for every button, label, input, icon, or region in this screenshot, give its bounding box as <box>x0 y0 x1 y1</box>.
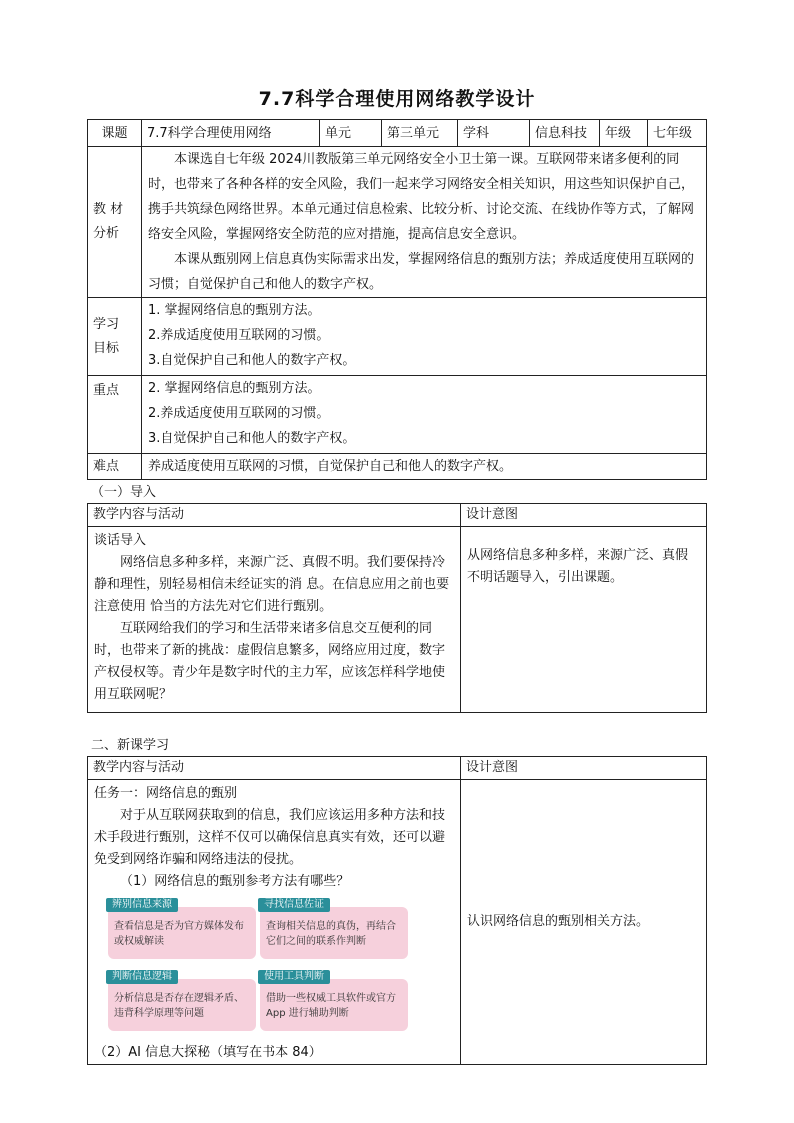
list-item: 1. 掌握网络信息的甄别方法。 <box>148 303 321 318</box>
jiaocai-para1: 本课选自七年级 2024川教版第三单元网络安全小卫士第一课。互联网带来诸多便利的同时，也带来了各种各样的安全风险，我们一起来学习网络安全相关知识，用这些知识保护自己，携手共筑绿色网络世界。本单元通过信息检索、比较分析、讨论交流、在线协作等方式，了解网络安全风险，掌握网络安全防范的应对措施，提高信息安全意识。 <box>148 152 695 242</box>
keti-value: 7.7科学合理使用网络 <box>142 120 320 147</box>
card-tools <box>260 971 408 1031</box>
list-item: 2.养成适度使用互联网的习惯。 <box>148 328 330 343</box>
zhongdian-label: 重点 <box>88 376 142 454</box>
page-title: 7.7科学合理使用网络教学设计 <box>258 88 536 110</box>
col-header-content: 教学内容与活动 <box>88 757 461 780</box>
card-tag: 寻找信息佐证 <box>258 898 330 912</box>
list-item: 3.自觉保护自己和他人的数字产权。 <box>148 353 356 368</box>
section2-label: 二、新课学习 <box>91 738 170 753</box>
intro-para1: 网络信息多种多样，来源广泛、真假不明。我们要保持冷静和理性，别轻易相信未经证实的消 息。在信息应用之前也要注意使用 恰当的方法先对它们进行甄别。 <box>94 555 450 614</box>
newlesson-table <box>87 756 707 1065</box>
jiaocai-para2: 本课从甄别网上信息真伪实际需求出发，掌握网络信息的甄别方法；养成适度使用互联网的习惯；自觉保护自己和他人的数字产权。 <box>148 252 695 292</box>
card-evidence <box>260 899 408 959</box>
jiaocai-content <box>142 147 707 298</box>
newlesson-content <box>88 780 461 1065</box>
card-text: 查询相关信息的真伪，再结合它们之间的联系作判断 <box>266 921 396 947</box>
col-header-intent: 设计意图 <box>461 757 707 780</box>
nandian-content: 养成适度使用互联网的习惯，自觉保护自己和他人的数字产权。 <box>142 454 707 480</box>
card-source <box>108 899 256 959</box>
card-tag: 辨别信息来源 <box>106 898 178 912</box>
method-cards <box>94 897 454 1042</box>
nianji-label: 年级 <box>600 120 648 147</box>
col-header-intent: 设计意图 <box>461 504 707 527</box>
jiaocai-label: 教 材 分析 <box>88 147 142 298</box>
danyuan-label: 单元 <box>320 120 382 147</box>
card-text: 借助一些权威工具软件或官方App 进行辅助判断 <box>266 993 396 1019</box>
card-tag: 判断信息逻辑 <box>106 970 178 984</box>
list-item: 2.养成适度使用互联网的习惯。 <box>148 406 330 421</box>
xuexi-label: 学习 目标 <box>88 298 142 376</box>
question-2: （2）AI 信息大探秘（填写在书本 84） <box>94 1045 322 1060</box>
newlesson-intent: 认识网络信息的甄别相关方法。 <box>461 780 707 1065</box>
card-text: 查看信息是否为官方媒体发布或权威解读 <box>114 921 244 947</box>
card-tag: 使用工具判断 <box>258 970 330 984</box>
question-1: （1）网络信息的甄别参考方法有哪些？ <box>120 874 350 889</box>
intro-table <box>87 503 707 713</box>
card-logic <box>108 971 256 1031</box>
intro-intent: 从网络信息多种多样，来源广泛、真假不明话题导入，引出课题。 <box>461 527 707 713</box>
list-item: 2. 掌握网络信息的甄别方法。 <box>148 381 321 396</box>
list-item: 3.自觉保护自己和他人的数字产权。 <box>148 431 356 446</box>
col-header-content: 教学内容与活动 <box>88 504 461 527</box>
card-text: 分析信息是否存在逻辑矛盾、违背科学原理等问题 <box>114 993 244 1019</box>
zhongdian-content <box>142 376 707 454</box>
intro-para2: 互联网给我们的学习和生活带来诸多信息交互便利的同 时，也带来了新的挑战：虚假信息繁多，网络应用过度，数字 产权侵权等。青少年是数字时代的主力军，应该怎样科学地使 用互联网呢？ <box>94 621 446 702</box>
xuexi-content <box>142 298 707 376</box>
task-para1: 对于从互联网获取到的信息，我们应该运用多种方法和技术手段进行甄别，这样不仅可以确保信息真实有效，还可以避 免受到网络诈骗和网络违法的侵扰。 <box>94 808 446 867</box>
intro-heading: 谈话导入 <box>94 533 147 548</box>
task-heading: 任务一：网络信息的甄别 <box>94 786 238 801</box>
nianji-value: 七年级 <box>648 120 707 147</box>
intro-content <box>88 527 461 713</box>
danyuan-value: 第三单元 <box>382 120 458 147</box>
nandian-label: 难点 <box>88 454 142 480</box>
xueke-label: 学科 <box>458 120 530 147</box>
info-table <box>87 119 707 480</box>
keti-label: 课题 <box>88 120 142 147</box>
section1-label: （一）导入 <box>91 485 157 500</box>
xueke-value: 信息科技 <box>530 120 600 147</box>
